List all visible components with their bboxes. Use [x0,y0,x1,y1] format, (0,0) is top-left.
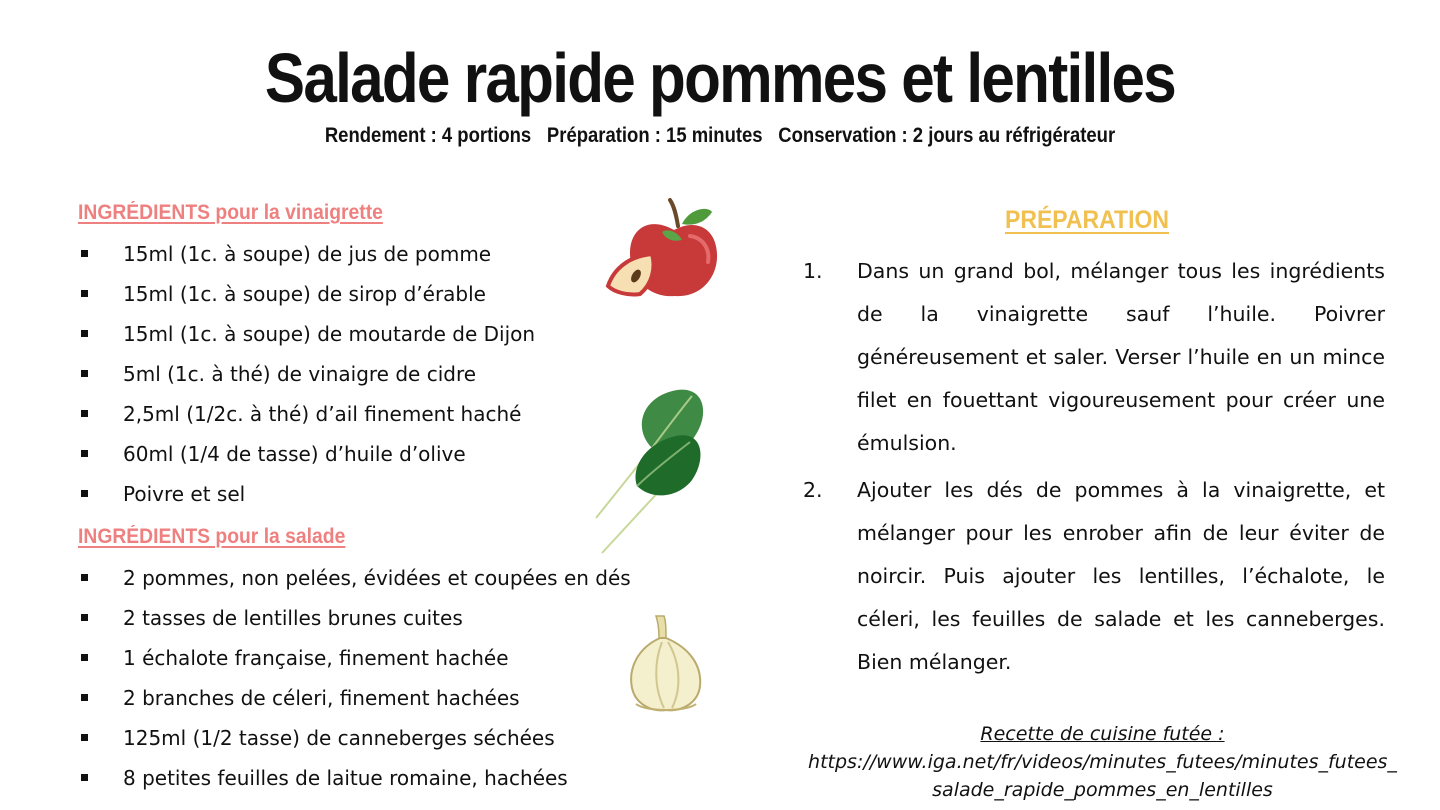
list-item: 15ml (1c. à soupe) de jus de pomme [78,234,535,274]
list-item: 60ml (1/4 de tasse) d’huile d’olive [78,434,535,474]
list-item: 2 tasses de lentilles brunes cuites [78,598,631,638]
bullet-icon [81,734,88,741]
preparation-steps [800,250,1385,684]
garlic-icon [626,612,706,714]
list-item: 15ml (1c. à soupe) de moutarde de Dijon [78,314,535,354]
spinach-leaf-icon [592,388,712,558]
bullet-icon [81,774,88,781]
step-text: Dans un grand bol, mélanger tous les ingrédients de la vinaigrette sauf l’huile. Poivrer généreusement et saler. Verser l’huile en un mince filet en fouettant vigoureusement pour créer une émulsion. [857,259,1385,455]
bullet-icon [81,410,88,417]
prep-time-text: Préparation : 15 minutes [546,124,763,147]
bullet-icon [81,614,88,621]
list-item: 15ml (1c. à soupe) de sirop d’érable [78,274,535,314]
step-number: 1. [803,259,823,283]
bullet-icon [81,330,88,337]
preparation-heading: PRÉPARATION [1005,206,1169,234]
vinaigrette-list [78,234,535,514]
salade-list [78,558,631,798]
source-url-line1[interactable]: https://www.iga.net/fr/videos/minutes_futees/minutes_futees_ [808,751,1397,773]
list-item: 8 petites feuilles de laitue romaine, hachées [78,758,631,798]
bullet-icon [81,694,88,701]
step-item [800,469,1385,684]
list-item: 1 échalote française, finement hachée [78,638,631,678]
list-item: 2 pommes, non pelées, évidées et coupées en dés [78,558,631,598]
vinaigrette-heading: INGRÉDIENTS pour la vinaigrette [78,201,383,224]
step-number: 2. [803,478,823,502]
list-item: 2,5ml (1/2c. à thé) d’ail finement haché [78,394,535,434]
bullet-icon [81,250,88,257]
bullet-icon [81,450,88,457]
yield-text: Rendement : 4 portions [324,124,532,147]
list-item: 2 branches de céleri, finement hachées [78,678,631,718]
recipe-source [780,720,1425,804]
step-text: Ajouter les dés de pommes à la vinaigrette, et mélanger pour les enrober afin de leur éviter de noircir. Puis ajouter les lentilles, l’échalote, le céleri, les feuilles de salade et les canneberges. Bien mélanger. [857,478,1385,674]
storage-text: Conservation : 2 jours au réfrigérateur [778,124,1116,147]
salade-heading: INGRÉDIENTS pour la salade [78,525,346,548]
recipe-meta [86,122,1353,150]
source-url-line2[interactable]: salade_rapide_pommes_en_lentilles [932,779,1273,801]
bullet-icon [81,290,88,297]
list-item: 5ml (1c. à thé) de vinaigre de cidre [78,354,535,394]
apple-icon [600,198,725,303]
bullet-icon [81,654,88,661]
recipe-title: Salade rapide pommes et lentilles [264,39,1176,117]
list-item: 125ml (1/2 tasse) de canneberges séchées [78,718,631,758]
source-label: Recette de cuisine futée : [980,723,1225,745]
bullet-icon [81,490,88,497]
step-item [800,250,1385,465]
bullet-icon [81,370,88,377]
list-item: Poivre et sel [78,474,535,514]
bullet-icon [81,574,88,581]
